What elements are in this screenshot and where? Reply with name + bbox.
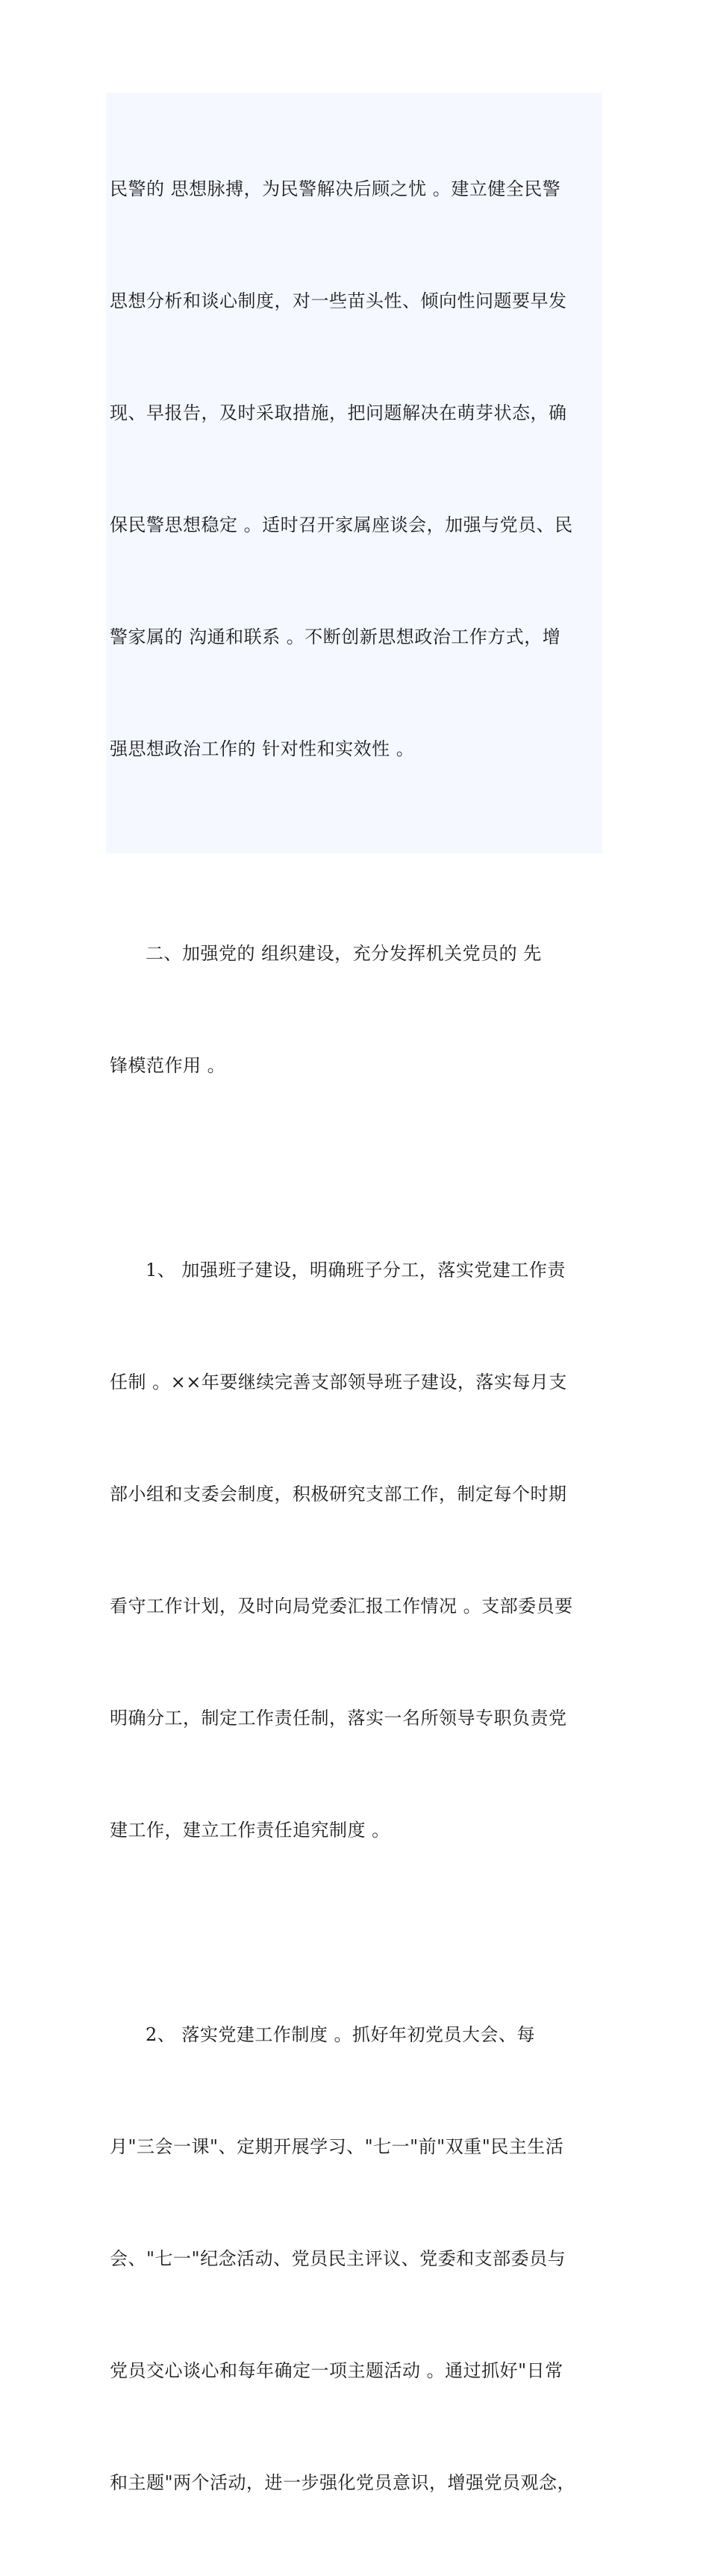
text-line: 现、早报告，及时采取措施，把问题解决在萌芽状态，确 xyxy=(110,402,567,423)
text-line: 锋模范作用 。 xyxy=(110,1055,226,1076)
text-line: 看守工作计划，及时向局党委汇报工作情况 。支部委员要 xyxy=(110,1596,573,1617)
section-heading-2 xyxy=(110,860,599,1159)
text-line: 1、 加强班子建设，明确班子分工，落实党建工作责 xyxy=(146,1260,566,1281)
text-line: 2、 落实党建工作制度 。抓好年初党员大会、每 xyxy=(146,2024,536,2045)
text-line: 二、加强党的 组织建设，充分发挥机关党员的 先 xyxy=(146,943,542,964)
text-line: 会、"七一"纪念活动、党员民主评议、党委和支部委员与 xyxy=(110,2248,566,2269)
text-line: 强思想政治工作的 针对性和实效性 。 xyxy=(110,738,415,759)
paragraph-1 xyxy=(110,96,599,842)
text-line: 明确分工，制定工作责任制，落实一名所领导专职负责党 xyxy=(110,1708,567,1729)
document-body xyxy=(110,96,599,2576)
text-line: 和主题"两个活动，进一步强化党员意识，增强党员观念， xyxy=(110,2472,576,2493)
text-line: 警家属的 沟通和联系 。不断创新思想政治工作方式，增 xyxy=(110,626,561,647)
paragraph-item-1 xyxy=(110,1177,599,1923)
text-line: 民警的 思想脉搏，为民警解决后顾之忧 。建立健全民警 xyxy=(110,178,561,199)
text-line: 建工作，建立工作责任追究制度 。 xyxy=(110,1820,390,1841)
text-line: 部小组和支委会制度，积极研究支部工作，制定每个时期 xyxy=(110,1484,567,1505)
text-line: 思想分析和谈心制度，对一些苗头性、倾向性问题要早发 xyxy=(110,290,567,311)
paragraph-item-2 xyxy=(110,1941,599,2576)
text-line: 月"三会一课"、定期开展学习、"七一"前"双重"民主生活 xyxy=(110,2136,564,2157)
text-line: 保民警思想稳定 。适时召开家属座谈会，加强与党员、民 xyxy=(110,514,573,535)
text-line: 任制 。××年要继续完善支部领导班子建设，落实每月支 xyxy=(110,1372,567,1393)
text-line: 党员交心谈心和每年确定一项主题活动 。通过抓好"日常 xyxy=(110,2360,563,2381)
